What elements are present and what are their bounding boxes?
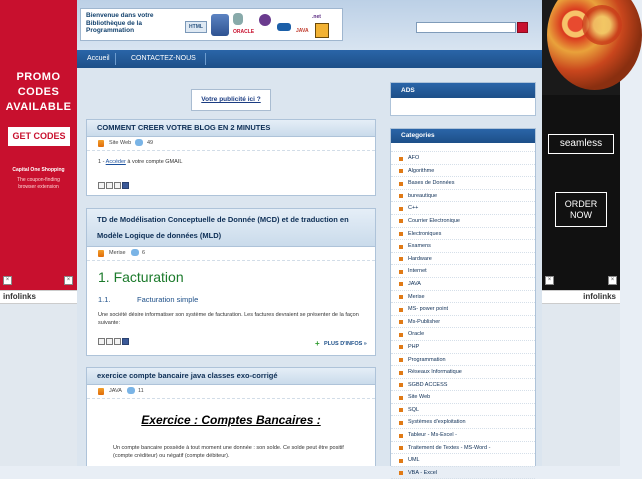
- close-ad-icon[interactable]: ×: [3, 276, 12, 285]
- get-codes-button[interactable]: GET CODES: [8, 127, 70, 146]
- order-now-line: ORDER: [564, 199, 598, 209]
- post-excerpt: Un compte bancaire possède à tout moment une donnée : son solde. Ce solde peut être positif (compte créditeur) ou négatif (compte débiteur).: [113, 445, 344, 459]
- sql-icon: [211, 14, 229, 36]
- post-title[interactable]: COMMENT CREER VOTRE BLOG EN 2 MINUTES: [87, 120, 375, 137]
- email-share-icon[interactable]: [98, 182, 105, 189]
- ad-tagline: The coupon-finding: [17, 177, 60, 183]
- post-excerpt: Une société désire informatiser son système de facturation. Les factures devraient se présenter de la façon suivante:: [98, 312, 359, 326]
- post-meta: [87, 385, 375, 399]
- post-excerpt: [98, 158, 182, 166]
- right-side-ad[interactable]: [542, 0, 620, 290]
- close-ad-icon[interactable]: ×: [64, 276, 73, 285]
- categories-spacer: [391, 143, 535, 152]
- java-icon: JAVA: [296, 28, 309, 34]
- post-card: [86, 119, 376, 196]
- post-category[interactable]: JAVA: [109, 388, 122, 394]
- category-item[interactable]: Electroniques: [391, 228, 535, 241]
- dotnet-icon: .net: [312, 14, 321, 20]
- excerpt-text: 1 -: [98, 159, 106, 165]
- side-background: [542, 304, 620, 466]
- category-item[interactable]: Oracle: [391, 328, 535, 341]
- category-item[interactable]: Tableur - Ms-Excel -: [391, 429, 535, 442]
- category-item[interactable]: Systèmes d'exploitation: [391, 416, 535, 429]
- infolinks-label: infolinks: [583, 292, 616, 301]
- plus-icon: +: [315, 339, 320, 348]
- close-ad-icon[interactable]: ×: [545, 276, 554, 285]
- category-item[interactable]: Bases de Données: [391, 177, 535, 190]
- close-ad-icon[interactable]: ×: [608, 276, 617, 285]
- post-subheading-number: 1.1.: [98, 295, 111, 304]
- category-item[interactable]: VBA - Excel: [391, 467, 535, 479]
- oracle-icon: ORACLE: [233, 29, 255, 35]
- database-icon: [233, 13, 243, 25]
- logo-icons: [181, 11, 341, 39]
- category-item[interactable]: Examens: [391, 240, 535, 253]
- nav-item-accueil[interactable]: Accueil: [87, 55, 110, 62]
- order-now-line: NOW: [570, 210, 592, 220]
- ad-brand-name: Capital One Shopping: [12, 167, 65, 173]
- comment-icon: [135, 139, 143, 146]
- advertise-link[interactable]: Votre publicité ici ?: [191, 89, 271, 111]
- post-title[interactable]: exercice compte bancaire java classes exo-corrigé: [87, 368, 375, 385]
- promo-line: AVAILABLE: [5, 101, 72, 113]
- infolinks-bar-right: [542, 290, 620, 304]
- category-item[interactable]: Merise: [391, 291, 535, 304]
- ads-widget-title: ADS: [391, 83, 535, 98]
- ad-brand: [0, 167, 77, 191]
- category-item[interactable]: Programmation: [391, 354, 535, 367]
- facebook-share-icon[interactable]: [122, 338, 129, 345]
- category-item[interactable]: JAVA: [391, 278, 535, 291]
- category-item[interactable]: Ms-Publisher: [391, 316, 535, 329]
- excerpt-text: à votre compte GMAIL: [125, 159, 183, 165]
- category-item[interactable]: AFO: [391, 152, 535, 165]
- comment-count[interactable]: 6: [142, 250, 146, 256]
- category-item[interactable]: PHP: [391, 341, 535, 354]
- more-info-link[interactable]: PLUS D'INFOS »: [324, 341, 367, 347]
- category-item[interactable]: Réseaux Informatique: [391, 366, 535, 379]
- twitter-share-icon[interactable]: [114, 182, 121, 189]
- infolinks-bar-left: [0, 290, 77, 304]
- blog-share-icon[interactable]: [106, 338, 113, 345]
- ads-widget: [390, 82, 536, 116]
- seamless-logo: seamless: [548, 134, 614, 154]
- book-icon: [315, 23, 329, 38]
- site-logo[interactable]: [80, 8, 343, 41]
- post-subheading: Facturation simple: [137, 295, 199, 304]
- promo-text: [0, 70, 77, 115]
- category-icon: [98, 388, 104, 395]
- side-background: [0, 304, 77, 466]
- category-item[interactable]: MS- power point: [391, 303, 535, 316]
- category-item[interactable]: C++: [391, 202, 535, 215]
- category-item[interactable]: Site Web: [391, 391, 535, 404]
- facebook-share-icon[interactable]: [122, 182, 129, 189]
- twitter-share-icon[interactable]: [114, 338, 121, 345]
- nav-separator: [205, 53, 206, 65]
- comment-icon: [131, 249, 139, 256]
- category-item[interactable]: Courrier Electronique: [391, 215, 535, 228]
- blog-share-icon[interactable]: [106, 182, 113, 189]
- category-item[interactable]: Traitement de Textes - MS-Word -: [391, 442, 535, 455]
- site-header: [77, 0, 542, 50]
- category-item[interactable]: SGBD ACCESS: [391, 379, 535, 392]
- category-item[interactable]: Algorithme: [391, 165, 535, 178]
- left-side-ad[interactable]: [0, 0, 77, 290]
- excerpt-link[interactable]: Accéder: [105, 159, 126, 165]
- promo-line: CODES: [17, 86, 60, 98]
- category-item[interactable]: bureautique: [391, 190, 535, 203]
- category-icon: [98, 140, 104, 147]
- post-card: [86, 367, 376, 466]
- search-button[interactable]: [517, 22, 528, 33]
- search-input[interactable]: [416, 22, 516, 33]
- comment-count[interactable]: 11: [138, 388, 144, 394]
- main-nav: [77, 50, 542, 68]
- nav-separator: [115, 53, 116, 65]
- post-category[interactable]: Site Web: [109, 140, 132, 146]
- categories-widget-title: Categories: [391, 129, 535, 143]
- category-item[interactable]: Hardware: [391, 253, 535, 266]
- post-meta: [87, 137, 375, 151]
- share-buttons: [98, 182, 129, 189]
- nav-item-contact[interactable]: CONTACTEZ-NOUS: [131, 55, 196, 62]
- post-heading: Exercice : Comptes Bancaires :: [141, 413, 321, 427]
- category-item[interactable]: SQL: [391, 404, 535, 417]
- eclipse-icon: [259, 14, 271, 26]
- comment-count[interactable]: 49: [147, 140, 154, 146]
- logo-title: Bienvenue dans votre Bibliothèque de la Programmation: [86, 12, 154, 34]
- order-now-button[interactable]: [555, 192, 607, 227]
- post-title[interactable]: TD de Modélisation Conceptuelle de Donnée (MCD) et de traduction en Modèle Logique de données (MLD): [87, 209, 375, 247]
- promo-line: PROMO: [16, 71, 61, 83]
- post-heading: 1. Facturation: [98, 269, 184, 285]
- ad-tagline: browser extension: [18, 184, 59, 190]
- share-buttons: [98, 338, 129, 345]
- post-meta: [87, 247, 375, 261]
- pizza-image: [542, 0, 620, 95]
- html-icon: HTML: [185, 21, 207, 33]
- post-category[interactable]: Merise: [109, 250, 126, 256]
- comment-icon: [127, 387, 135, 394]
- category-item[interactable]: UML: [391, 454, 535, 467]
- infolinks-label: infolinks: [3, 292, 36, 301]
- categories-widget: [390, 128, 536, 476]
- category-icon: [98, 250, 104, 257]
- category-item[interactable]: Internet: [391, 265, 535, 278]
- email-share-icon[interactable]: [98, 338, 105, 345]
- car-icon: [277, 23, 291, 31]
- post-card: [86, 208, 376, 356]
